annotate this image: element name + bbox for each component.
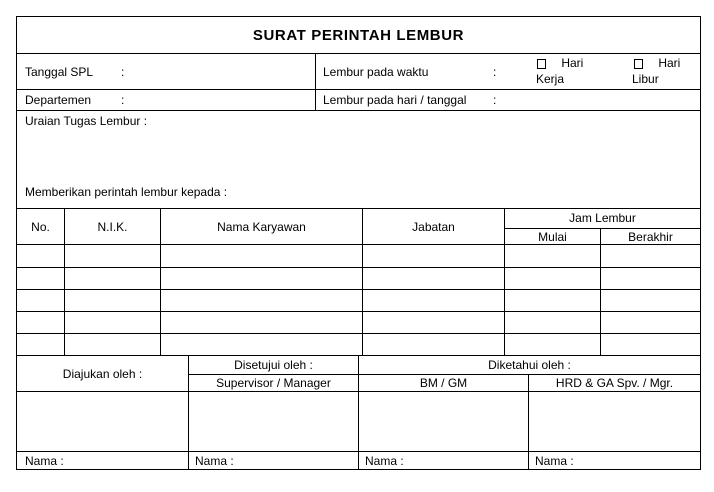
uraian-tugas-label: Uraian Tugas Lembur : — [25, 114, 148, 128]
nama-label: Nama : — [365, 454, 404, 468]
divider — [315, 53, 316, 110]
divider — [17, 53, 700, 54]
nama-label: Nama : — [535, 454, 574, 468]
table-row[interactable] — [17, 290, 700, 311]
table-row[interactable] — [17, 312, 700, 333]
column-nik: N.I.K. — [97, 220, 128, 234]
table-row[interactable] — [17, 334, 700, 355]
signature-area[interactable] — [359, 392, 528, 451]
table-row[interactable] — [17, 245, 700, 267]
supervisor-manager-label: Supervisor / Manager — [216, 376, 331, 390]
tanggal-spl-label: Tanggal SPL — [25, 65, 94, 79]
hrd-ga-label: HRD & GA Spv. / Mgr. — [555, 376, 674, 390]
hari-libur-option[interactable]: Hari — [634, 56, 680, 70]
column-nama-karyawan: Nama Karyawan — [217, 220, 306, 234]
divider — [188, 374, 700, 375]
diajukan-oleh-label: Diajukan oleh : — [62, 367, 143, 381]
nama-label: Nama : — [25, 454, 64, 468]
checkbox-icon[interactable] — [537, 59, 546, 69]
divider — [504, 228, 700, 229]
nama-label: Nama : — [195, 454, 234, 468]
column-no: No. — [31, 220, 50, 234]
table-row[interactable] — [17, 268, 700, 289]
signature-area[interactable] — [17, 392, 188, 451]
instruction-text: Memberikan perintah lembur kepada : — [25, 185, 228, 199]
disetujui-oleh-label: Disetujui oleh : — [234, 358, 313, 372]
colon: : — [121, 93, 125, 107]
hari-kerja-option[interactable]: Hari — [537, 56, 583, 70]
diketahui-oleh-label: Diketahui oleh : — [488, 358, 571, 372]
hari-libur-label: Libur — [632, 72, 659, 86]
hari-kerja-label: Kerja — [536, 72, 565, 86]
lembur-waktu-label: Lembur pada waktu — [323, 65, 429, 79]
lembur-hari-tanggal-label: Lembur pada hari / tanggal — [323, 93, 467, 107]
column-mulai: Mulai — [538, 230, 567, 244]
column-jam-lembur: Jam Lembur — [569, 211, 636, 225]
overtime-form — [16, 16, 701, 470]
divider — [17, 110, 700, 111]
form-title: SURAT PERINTAH LEMBUR — [252, 27, 465, 44]
colon: : — [493, 65, 497, 79]
departemen-label: Departemen — [25, 93, 92, 107]
signature-area[interactable] — [189, 392, 358, 451]
signature-area[interactable] — [529, 392, 700, 451]
divider — [17, 89, 700, 90]
checkbox-icon[interactable] — [634, 59, 643, 69]
column-berakhir: Berakhir — [628, 230, 673, 244]
colon: : — [121, 65, 125, 79]
colon: : — [493, 93, 497, 107]
bm-gm-label: BM / GM — [419, 376, 468, 390]
column-jabatan: Jabatan — [412, 220, 455, 234]
divider — [17, 208, 700, 209]
